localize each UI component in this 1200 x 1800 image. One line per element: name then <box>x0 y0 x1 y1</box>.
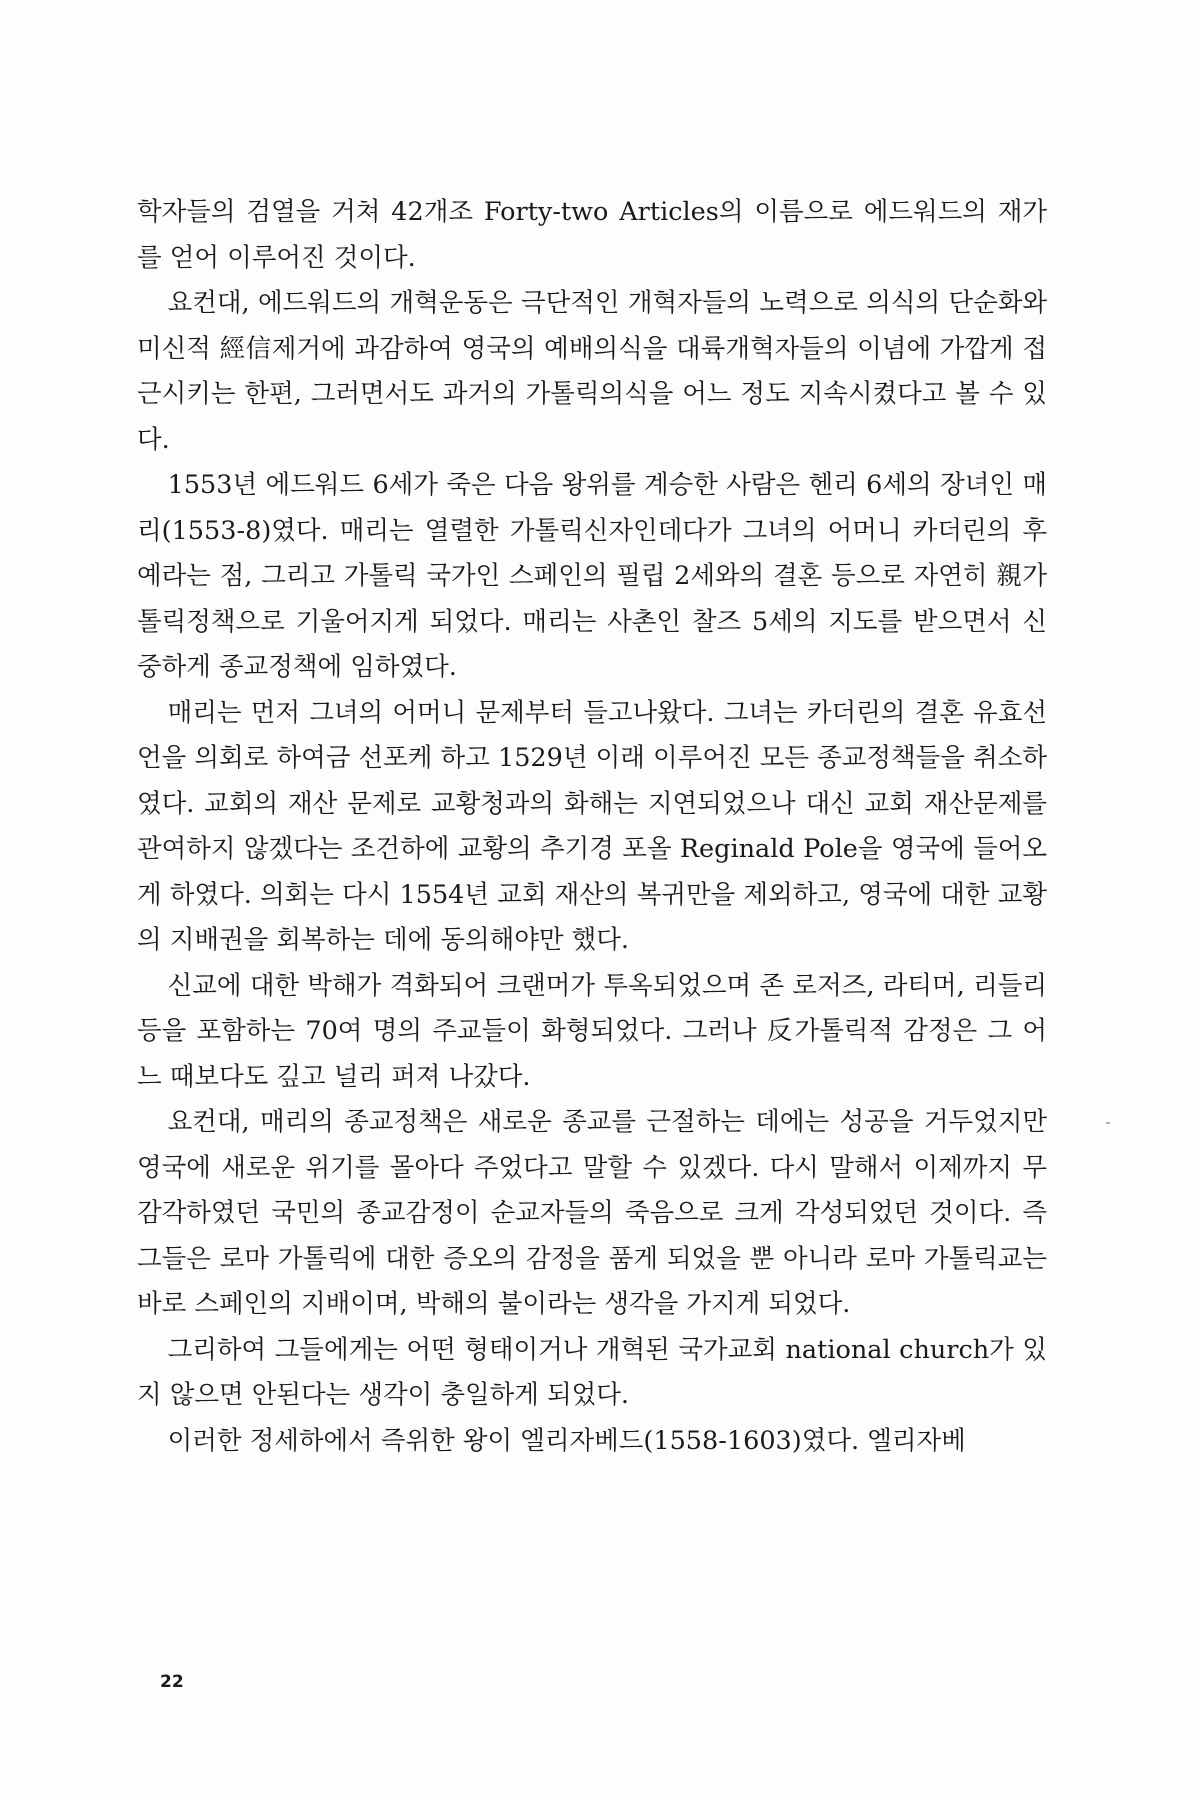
paragraph: 요컨대, 에드워드의 개혁운동은 극단적인 개혁자들의 노력으로 의식의 단순화와 미신적 經信제거에 과감하여 영국의 예배의식을 대륙개혁자들의 이념에 가깝게 접근시키는 한편, 그러면서도 과거의 가톨릭의식을 어느 정도 지속시켰다고 볼 수 있다. <box>137 288 1047 455</box>
body-text <box>137 190 1047 1464</box>
paragraph: 요컨대, 매리의 종교정책은 새로운 종교를 근절하는 데에는 성공을 거두었지만 영국에 새로운 위기를 몰아다 주었다고 말할 수 있겠다. 다시 말해서 이제까지 무감각하였던 국민의 종교감정이 순교자들의 죽음으로 크게 각성되었던 것이다. 즉 그들은 로마 가톨릭에 대한 증오의 감정을 품게 되었을 뿐 아니라 로마 가톨릭교는 바로 스페인의 지배이며, 박해의 불이라는 생각을 가지게 되었다. <box>137 1107 1047 1319</box>
paragraph: 이러한 정세하에서 즉위한 왕이 엘리자베드(1558-1603)였다. 엘리자베 <box>167 1425 966 1456</box>
paragraph: 학자들의 검열을 거쳐 42개조 Forty-two Articles의 이름으로 에드워드의 재가를 얻어 이루어진 것이다. <box>137 197 1047 273</box>
paragraph: 1553년 에드워드 6세가 죽은 다음 왕위를 계승한 사람은 헨리 6세의 장녀인 매리(1553-8)였다. 매리는 열렬한 가톨릭신자인데다가 그녀의 어머니 카더린의 후예라는 점, 그리고 가톨릭 국가인 스페인의 필립 2세와의 결혼 등으로 자연히 親가톨릭정책으로 기울어지게 되었다. 매리는 사촌인 찰즈 5세의 지도를 받으면서 신중하게 종교정책에 임하였다. <box>137 470 1047 682</box>
paragraph: 매리는 먼저 그녀의 어머니 문제부터 들고나왔다. 그녀는 카더린의 결혼 유효선언을 의회로 하여금 선포케 하고 1529년 이래 이루어진 모든 종교정책들을 취소하였다. 교회의 재산 문제로 교황청과의 화해는 지연되었으나 대신 교회 재산문제를 관여하지 않겠다는 조건하에 교황의 추기경 포올 Reginald Pole을 영국에 들어오게 하였다. 의회는 다시 1554년 교회 재산의 복귀만을 제외하고, 영국에 대한 교황의 지배권을 회복하는 데에 동의해야만 했다. <box>137 697 1047 955</box>
paragraph: 그리하여 그들에게는 어떤 형태이거나 개혁된 국가교회 national church가 있지 않으면 안된다는 생각이 충일하게 되었다. <box>137 1334 1047 1410</box>
margin-mark <box>1106 1122 1110 1124</box>
paragraph: 신교에 대한 박해가 격화되어 크랜머가 투옥되었으며 존 로저즈, 라티머, 리들리 등을 포함하는 70여 명의 주교들이 화형되었다. 그러나 反가톨릭적 감정은 그 어느 때보다도 깊고 널리 퍼져 나갔다. <box>137 970 1047 1092</box>
page-number: 22 <box>160 1672 184 1692</box>
